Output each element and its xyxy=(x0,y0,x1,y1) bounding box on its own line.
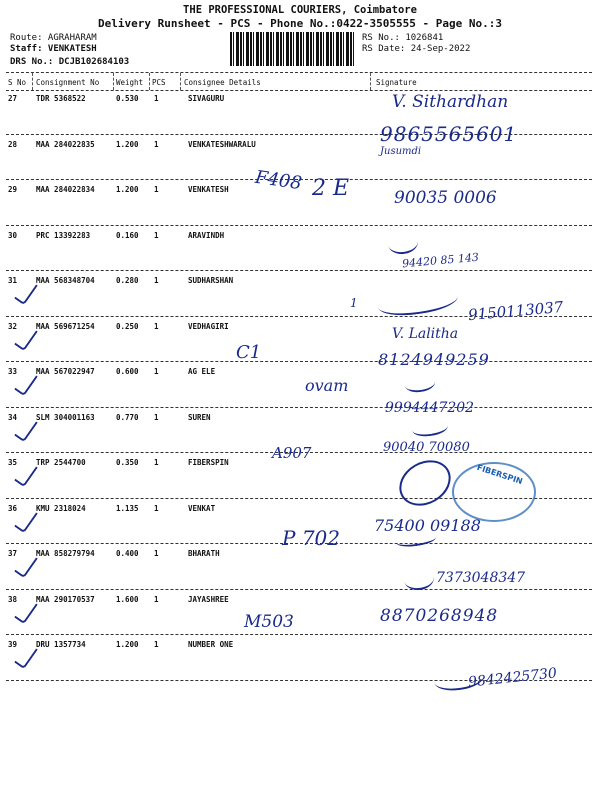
handwritten-name: V. Sithardhan xyxy=(392,92,509,112)
staff-label: Staff: VENKATESH xyxy=(10,44,97,54)
cell-weight: 1.200 xyxy=(116,640,139,649)
column-divider xyxy=(180,73,181,90)
divider xyxy=(6,90,592,91)
cell-pcs: 1 xyxy=(154,503,159,513)
row-divider xyxy=(6,225,592,226)
cell-sno: 39 xyxy=(8,640,18,649)
handwritten-signature xyxy=(387,230,420,256)
cell-pcs: 1 xyxy=(154,139,159,149)
handwritten-phone: 9994447202 xyxy=(385,400,475,416)
cell-pcs: 1 xyxy=(154,594,159,604)
cell-consignee: AG ELE xyxy=(188,367,216,376)
cell-consignment-no: PRC 13392283 xyxy=(36,230,91,240)
column-divider xyxy=(32,73,33,90)
handwritten-phone: 9150113037 xyxy=(467,297,565,325)
column-divider xyxy=(149,73,150,90)
cell-consignee: BHARATH xyxy=(188,549,220,558)
cell-sno: 34 xyxy=(8,412,18,422)
handwritten-phone: 90035 0006 xyxy=(394,188,497,208)
cell-sno: 33 xyxy=(8,367,18,376)
row-divider xyxy=(6,407,592,408)
cell-weight: 0.250 xyxy=(116,321,139,331)
handwritten-flat: F408 xyxy=(253,166,304,195)
cell-pcs: 1 xyxy=(154,230,159,240)
cell-consignment-no: TRP 2544700 xyxy=(36,458,86,467)
delivery-tick-mark xyxy=(14,552,38,579)
handwritten-mark: ovam xyxy=(305,376,349,395)
col-header-signature: Signature xyxy=(376,78,417,87)
cell-consignee: ARAVINDH xyxy=(188,230,225,240)
company-title: THE PROFESSIONAL COURIERS, Coimbatore xyxy=(183,4,417,16)
row-divider xyxy=(6,270,592,271)
cell-consignment-no: DRU 1357734 xyxy=(36,640,86,649)
handwritten-mark: C1 xyxy=(236,342,262,363)
cell-pcs: 1 xyxy=(154,185,159,194)
cell-consignee: NUMBER ONE xyxy=(188,640,234,649)
column-divider xyxy=(370,73,371,90)
handwritten-phone: 9865565601 xyxy=(380,122,518,146)
cell-consignment-no: MAA 568348704 xyxy=(36,276,95,285)
cell-consignee: SUREN xyxy=(188,412,211,422)
cell-sno: 31 xyxy=(8,276,18,285)
col-header-pcs: PCS xyxy=(152,78,166,87)
col-header-weight: Weight xyxy=(116,78,144,87)
handwritten-flat: M503 xyxy=(244,612,294,632)
rs-number: RS No.: 1026841 xyxy=(362,33,444,43)
cell-consignment-no: KMU 2318024 xyxy=(36,503,86,513)
row-divider xyxy=(6,361,592,362)
cell-consignment-no: MAA 567022947 xyxy=(36,367,95,376)
cell-consignee: VENKATESHWARALU xyxy=(188,139,256,149)
cell-sno: 27 xyxy=(8,94,18,103)
cell-weight: 0.280 xyxy=(116,276,139,285)
column-divider xyxy=(113,73,114,90)
cell-consignee: JAYASHREE xyxy=(188,594,229,604)
cell-consignment-no: MAA 858279794 xyxy=(36,549,95,558)
cell-pcs: 1 xyxy=(154,549,159,558)
runsheet-subtitle: Delivery Runsheet - PCS - Phone No.:0422-3505555 - Page No.:3 xyxy=(98,17,502,30)
delivery-tick-mark xyxy=(14,643,38,670)
cell-consignment-no: SLM 304001163 xyxy=(36,412,95,422)
cell-pcs: 1 xyxy=(154,412,159,422)
drs-number: DRS No.: DCJB102684103 xyxy=(10,57,130,67)
cell-weight: 1.135 xyxy=(116,503,139,513)
cell-weight: 0.160 xyxy=(116,230,139,240)
handwritten-note: Jusumdi xyxy=(380,146,422,157)
handwritten-phone: 9842425730 xyxy=(467,665,558,691)
cell-consignment-no: MAA 284022834 xyxy=(36,185,95,194)
cell-consignee: VENKATESH xyxy=(188,185,229,194)
cell-pcs: 1 xyxy=(154,321,159,331)
delivery-tick-mark xyxy=(14,415,38,442)
rs-date: RS Date: 24-Sep-2022 xyxy=(362,44,471,54)
cell-sno: 37 xyxy=(8,549,18,558)
handwritten-phone: 8870268948 xyxy=(380,606,499,626)
handwritten-phone: 7373048347 xyxy=(436,570,526,586)
cell-consignee: VEDHAGIRI xyxy=(188,321,229,331)
cell-weight: 0.770 xyxy=(116,412,139,422)
handwritten-name: V. Lalitha xyxy=(392,326,459,342)
handwritten-phone: 94420 85 143 xyxy=(401,250,480,271)
cell-pcs: 1 xyxy=(154,276,159,285)
company-stamp-text: FIBERSPIN xyxy=(475,462,524,487)
cell-consignment-no: MAA 569671254 xyxy=(36,321,95,331)
delivery-tick-mark xyxy=(14,324,38,351)
handwritten-flat: A907 xyxy=(272,444,312,462)
cell-consignee: SUDHARSHAN xyxy=(188,276,234,285)
divider xyxy=(6,72,592,73)
handwritten-signature xyxy=(404,374,436,394)
cell-weight: 0.600 xyxy=(116,367,139,376)
delivery-tick-mark xyxy=(14,506,38,533)
route-label: Route: AGRAHARAM xyxy=(10,33,97,43)
handwritten-signature xyxy=(411,418,449,439)
handwritten-phone: 75400 09188 xyxy=(374,516,481,535)
handwritten-phone: 90040 70080 xyxy=(383,440,470,455)
cell-consignee: SIVAGURU xyxy=(188,94,225,103)
cell-weight: 1.600 xyxy=(116,594,139,604)
cell-weight: 1.200 xyxy=(116,185,139,194)
handwritten-signature xyxy=(377,285,460,320)
cell-consignee: VENKAT xyxy=(188,503,216,513)
handwritten-signature xyxy=(391,451,459,514)
row-divider xyxy=(6,589,592,590)
delivery-tick-mark xyxy=(14,370,38,397)
cell-consignment-no: TDR 5368522 xyxy=(36,94,86,103)
cell-consignment-no: MAA 290170537 xyxy=(36,594,95,604)
delivery-tick-mark xyxy=(14,461,38,488)
cell-weight: 1.200 xyxy=(116,139,139,149)
cell-sno: 30 xyxy=(8,230,18,240)
handwritten-mark: 1 xyxy=(350,296,358,310)
delivery-tick-mark xyxy=(14,597,38,624)
barcode xyxy=(230,32,354,66)
cell-sno: 36 xyxy=(8,503,18,513)
cell-sno: 29 xyxy=(8,185,18,194)
cell-weight: 0.400 xyxy=(116,549,139,558)
handwritten-mark: 2 E xyxy=(312,176,350,201)
cell-sno: 28 xyxy=(8,139,18,149)
cell-weight: 0.530 xyxy=(116,94,139,103)
handwritten-phone: 8124949259 xyxy=(378,350,490,369)
cell-pcs: 1 xyxy=(154,94,159,103)
cell-consignment-no: MAA 284022835 xyxy=(36,139,95,149)
cell-pcs: 1 xyxy=(154,367,159,376)
col-header-consignee: Consignee Details xyxy=(184,78,261,87)
cell-sno: 32 xyxy=(8,321,18,331)
delivery-tick-mark xyxy=(14,279,38,306)
cell-pcs: 1 xyxy=(154,458,159,467)
row-divider xyxy=(6,634,592,635)
handwritten-flat: P 702 xyxy=(282,526,340,550)
cell-pcs: 1 xyxy=(154,640,159,649)
col-header-sno: S No xyxy=(8,78,27,87)
cell-consignee: FIBERSPIN xyxy=(188,458,229,467)
cell-sno: 35 xyxy=(8,458,18,467)
cell-sno: 38 xyxy=(8,594,18,604)
cell-weight: 0.350 xyxy=(116,458,139,467)
col-header-consignment: Consignment No xyxy=(36,78,100,87)
